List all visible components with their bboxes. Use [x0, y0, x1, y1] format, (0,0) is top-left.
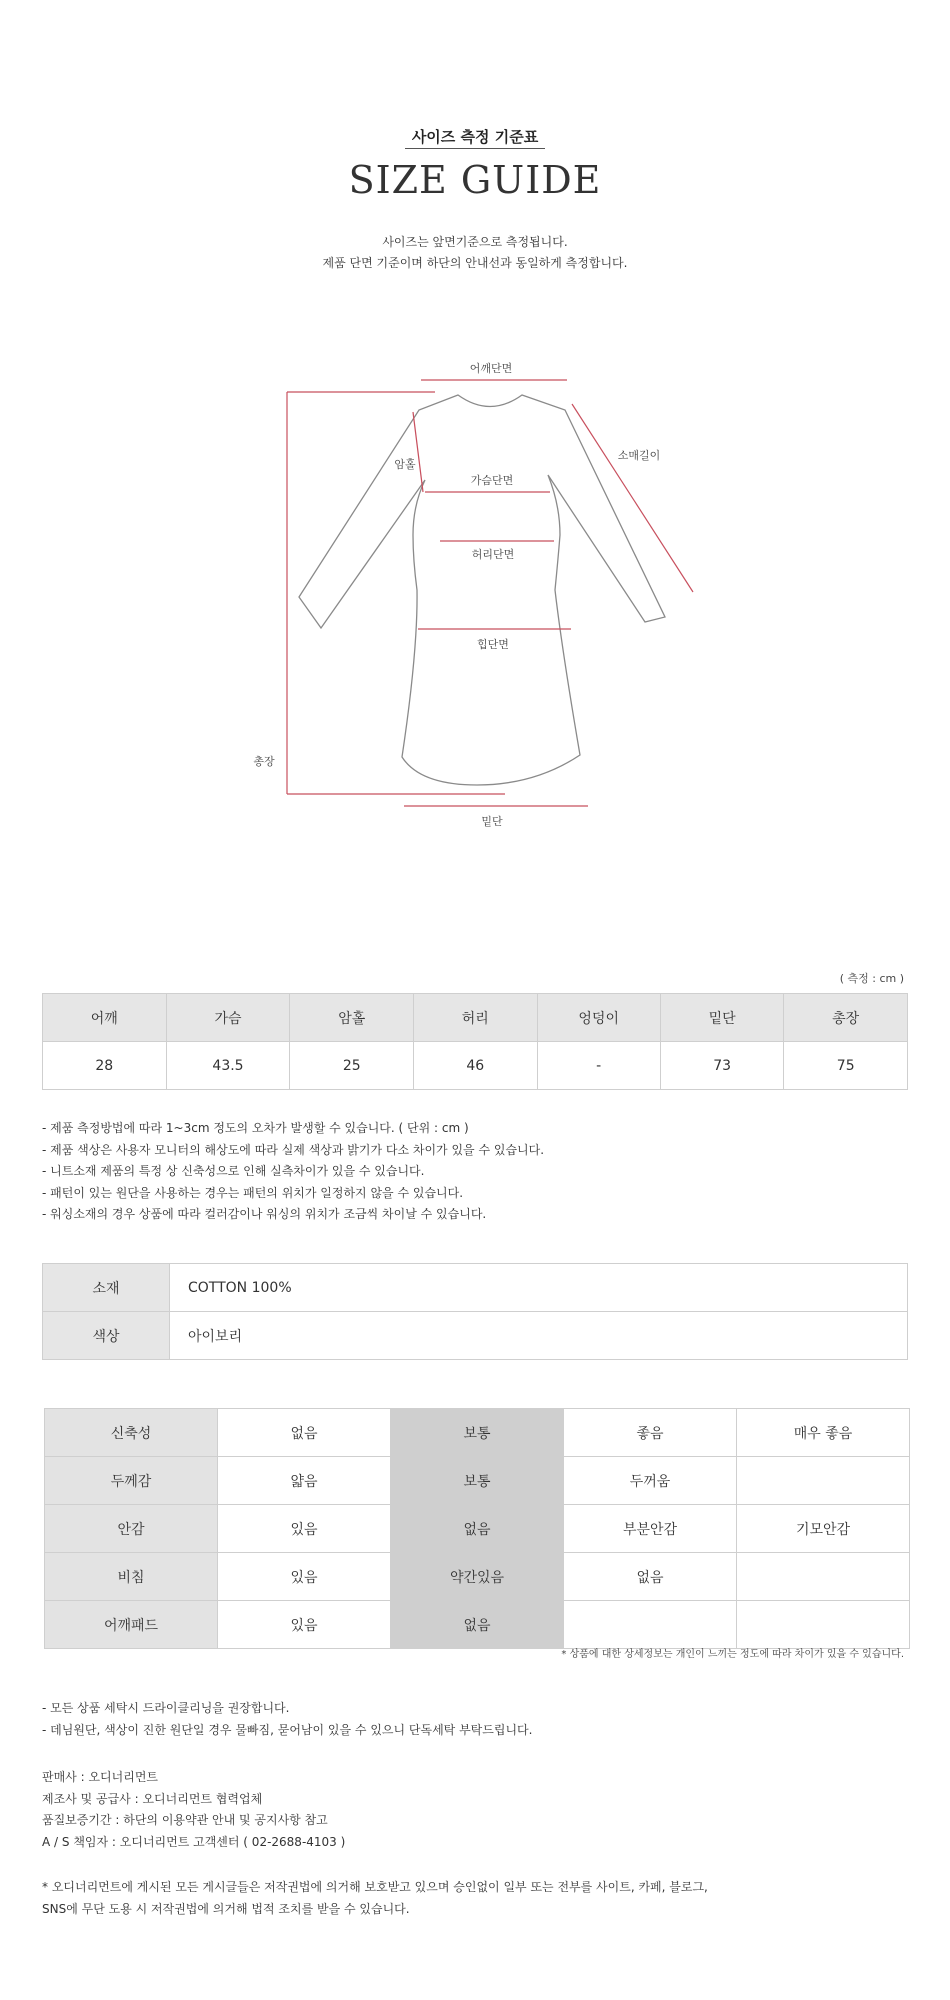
feature-row — [45, 1601, 910, 1649]
feature-option: 있음 — [218, 1505, 391, 1553]
size-value-row — [43, 1042, 908, 1090]
feature-option-selected: 없음 — [391, 1601, 564, 1649]
feature-option-selected: 보통 — [391, 1457, 564, 1505]
length-label: 총장 — [253, 755, 275, 768]
feature-row — [45, 1409, 910, 1457]
company-line: 판매사 : 오디너리먼트 — [42, 1770, 159, 1784]
feature-option: 있음 — [218, 1553, 391, 1601]
value-cell: 73 — [660, 1042, 784, 1090]
dress-outline — [299, 395, 665, 785]
sleeve-label: 소매길이 — [617, 449, 661, 462]
intro-line: 사이즈는 앞면기준으로 측정됩니다. — [382, 235, 568, 249]
copyright-line: SNS에 무단 도용 시 저작권법에 의거해 법적 조치를 받을 수 있습니다. — [42, 1901, 410, 1916]
hip-label: 힙단면 — [477, 638, 509, 651]
intro-line: 제품 단면 기준이며 하단의 안내선과 동일하게 측정합니다. — [322, 256, 628, 270]
feature-option: 매우 좋음 — [737, 1409, 910, 1457]
size-table — [42, 993, 908, 1090]
header-cell: 총장 — [784, 994, 908, 1042]
sleeve-line — [572, 404, 693, 592]
value-cell: 43.5 — [166, 1042, 290, 1090]
material-row — [43, 1264, 908, 1312]
unit-note: ( 측정 : cm ) — [839, 972, 904, 985]
hem-label: 밑단 — [481, 815, 503, 828]
feature-option-selected: 보통 — [391, 1409, 564, 1457]
feature-option — [737, 1457, 910, 1505]
feature-option — [737, 1553, 910, 1601]
feature-option: 부분안감 — [564, 1505, 737, 1553]
company-line: 제조사 및 공급사 : 오디너리먼트 협력업체 — [42, 1791, 263, 1806]
feature-option — [564, 1601, 737, 1649]
measurement-notes — [42, 1118, 544, 1226]
feature-row — [45, 1505, 910, 1553]
note-line: - 워싱소재의 경우 상품에 따라 컬러감이나 워싱의 위치가 조금씩 차이날 수 있습니다. — [42, 1207, 487, 1221]
measurement-lines — [287, 380, 693, 806]
size-header-row — [43, 994, 908, 1042]
feature-option: 좋음 — [564, 1409, 737, 1457]
feature-label: 신축성 — [45, 1409, 218, 1457]
feature-option: 얇음 — [218, 1457, 391, 1505]
color-label: 색상 — [43, 1312, 170, 1360]
material-label: 소재 — [43, 1264, 170, 1312]
feature-option-selected: 없음 — [391, 1505, 564, 1553]
feature-label: 두께감 — [45, 1457, 218, 1505]
note-line: - 제품 측정방법에 따라 1~3cm 정도의 오차가 발생할 수 있습니다. ( 단위 : cm ) — [42, 1121, 469, 1135]
armhole-label: 암홀 — [394, 458, 416, 471]
note-line: - 패턴이 있는 원단을 사용하는 경우는 패턴의 위치가 일정하지 않을 수 있습니다. — [42, 1185, 464, 1200]
feature-option: 있음 — [218, 1601, 391, 1649]
dress-measurement-diagram — [0, 350, 950, 840]
waist-label: 허리단면 — [471, 548, 515, 561]
feature-table — [44, 1408, 910, 1649]
title-underline — [405, 148, 545, 149]
value-cell: 46 — [413, 1042, 537, 1090]
care-line: - 데님원단, 색상이 진한 원단일 경우 물빠짐, 묻어남이 있을 수 있으니 단독세탁 부탁드립니다. — [42, 1722, 533, 1737]
company-info — [42, 1767, 345, 1853]
material-value: COTTON 100% — [170, 1264, 908, 1312]
feature-row — [45, 1457, 910, 1505]
feature-label: 어깨패드 — [45, 1601, 218, 1649]
copyright-notice — [42, 1877, 708, 1920]
page-title: 사이즈 측정 기준표 — [411, 128, 539, 146]
chest-label: 가슴단면 — [470, 474, 514, 487]
shoulder-label: 어깨단면 — [469, 362, 513, 375]
color-value: 아이보리 — [170, 1312, 908, 1360]
company-line: 품질보증기간 : 하단의 이용약관 안내 및 공지사항 참고 — [42, 1813, 328, 1827]
feature-option: 없음 — [218, 1409, 391, 1457]
feature-label: 비침 — [45, 1553, 218, 1601]
value-cell: 28 — [43, 1042, 167, 1090]
header-cell: 허리 — [413, 994, 537, 1042]
header-cell: 밑단 — [660, 994, 784, 1042]
note-line: - 니트소재 제품의 특정 상 신축성으로 인해 실측차이가 있을 수 있습니다. — [42, 1164, 425, 1178]
value-cell: 75 — [784, 1042, 908, 1090]
feature-option-selected: 약간있음 — [391, 1553, 564, 1601]
armhole-line — [413, 412, 423, 492]
intro-text — [0, 232, 950, 274]
value-cell: 25 — [290, 1042, 414, 1090]
feature-option: 기모안감 — [737, 1505, 910, 1553]
care-line: - 모든 상품 세탁시 드라이클리닝을 권장합니다. — [42, 1701, 290, 1715]
header-cell: 가슴 — [166, 994, 290, 1042]
feature-row — [45, 1553, 910, 1601]
care-notes — [42, 1698, 532, 1741]
header-cell: 암홀 — [290, 994, 414, 1042]
size-guide-heading: SIZE GUIDE — [348, 158, 602, 202]
feature-option: 두꺼움 — [564, 1457, 737, 1505]
feature-label: 안감 — [45, 1505, 218, 1553]
copyright-line: * 오디너리먼트에 게시된 모든 게시글들은 저작권법에 의거해 보호받고 있으며 승인없이 일부 또는 전부를 사이트, 카페, 블로그, — [42, 1880, 708, 1894]
company-line: A / S 책임자 : 오디너리먼트 고객센터 ( 02-2688-4103 ) — [42, 1834, 346, 1849]
material-table — [42, 1263, 908, 1360]
value-cell: - — [537, 1042, 660, 1090]
feature-option: 없음 — [564, 1553, 737, 1601]
feature-disclaimer: * 상품에 대한 상세정보는 개인이 느끼는 정도에 따라 차이가 있을 수 있습니다. — [561, 1649, 904, 1660]
header-cell: 엉덩이 — [537, 994, 660, 1042]
feature-option — [737, 1601, 910, 1649]
color-row — [43, 1312, 908, 1360]
note-line: - 제품 색상은 사용자 모니터의 해상도에 따라 실제 색상과 밝기가 다소 차이가 있을 수 있습니다. — [42, 1142, 545, 1157]
header-cell: 어깨 — [43, 994, 167, 1042]
